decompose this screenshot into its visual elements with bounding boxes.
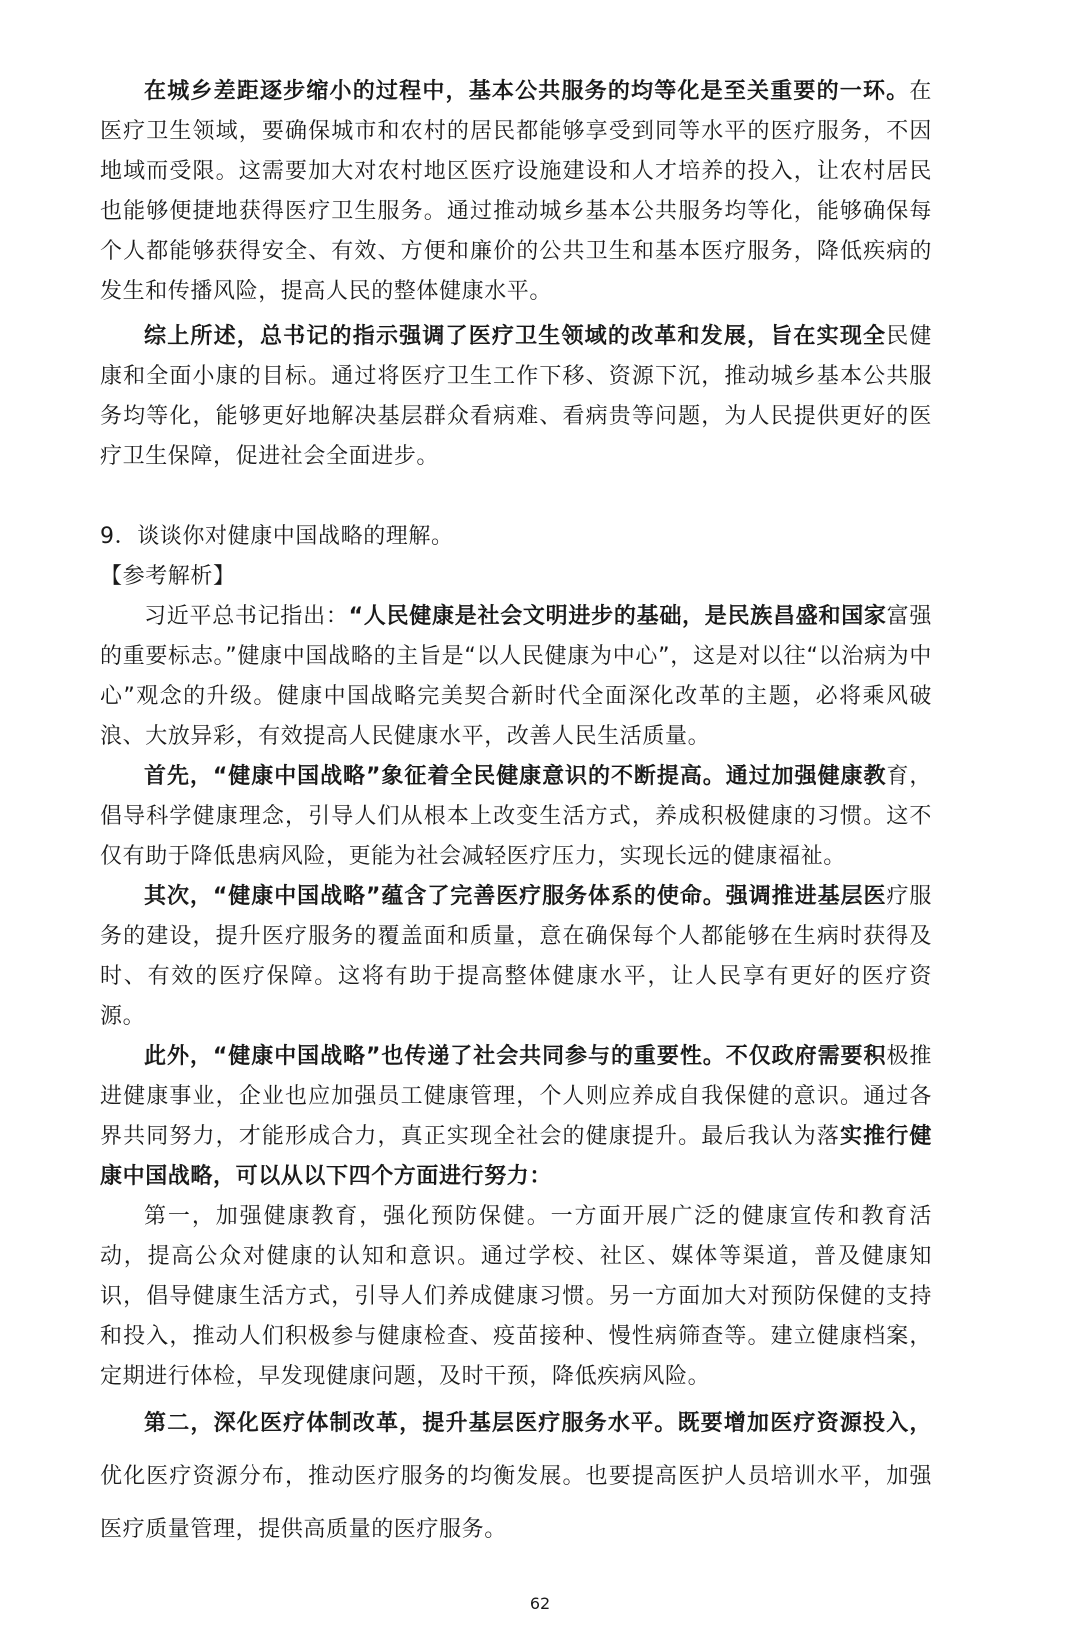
page-number: 62	[529, 1594, 551, 1613]
paragraph-5-bold: 其次，“健康中国战略”蕴含了完善医疗服务体系的使命。强调推进基层医	[144, 884, 887, 909]
paragraph-2-bold: 综上所述，总书记的指示强调了医疗卫生领域的改革和发展，旨在实现全	[144, 324, 887, 349]
paragraph-1	[100, 72, 932, 312]
paragraph-4-bold: 首先，“健康中国战略”象征着全民健康意识的不断提高。通过加强健康教	[144, 764, 887, 789]
paragraph-8-text: 优化医疗资源分布，推动医疗服务的均衡发展。也要提高医护人员培训水平，加强医疗质量管理，提供高质量的医疗服务。	[100, 1464, 932, 1542]
paragraph-3	[100, 597, 932, 757]
paragraph-5	[100, 877, 932, 1037]
paragraph-8	[100, 1397, 932, 1556]
paragraph-6-text: 极推进健康事业，企业也应加强员工健康管理，个人则应养成自我保健的意识。通过各界共同努力，才能形成合力，真正实现全社会的健康提升。最后我认为落	[100, 1044, 932, 1149]
paragraph-3-text: 富强的重要标志。”健康中国战略的主旨是“以人民健康为中心”，这是对以往“以治病为中心”观念的升级。健康中国战略完美契合新时代全面深化改革的主题，必将乘风破浪、大放异彩，有效提高人民健康水平，改善人民生活质量。	[100, 604, 933, 749]
document-body	[100, 72, 932, 1556]
paragraph-6	[100, 1037, 932, 1197]
paragraph-3-bold: “人民健康是社会文明进步的基础，是民族昌盛和国家	[348, 604, 887, 629]
question-heading: 9．谈谈你对健康中国战略的理解。	[100, 524, 454, 549]
paragraph-1-text: 在医疗卫生领域，要确保城市和农村的居民都能够享受到同等水平的医疗服务，不因地域而受限。这需要加大对农村地区医疗设施建设和人才培养的投入，让农村居民也能够便捷地获得医疗卫生服务。通过推动城乡基本公共服务均等化，能够确保每个人都能够获得安全、有效、方便和廉价的公共卫生和基本医疗服务，降低疾病的发生和传播风险，提高人民的整体健康水平。	[100, 79, 932, 304]
paragraph-4-text: 育，倡导科学健康理念，引导人们从根本上改变生活方式，养成积极健康的习惯。这不仅有助于降低患病风险，更能为社会减轻医疗压力，实现长远的健康福祉。	[100, 764, 932, 869]
reference-label: 【参考解析】	[100, 564, 236, 589]
paragraph-6-bold: 此外，“健康中国战略”也传递了社会共同参与的重要性。不仅政府需要积	[144, 1044, 887, 1069]
paragraph-2-text: 民健康和全面小康的目标。通过将医疗卫生工作下移、资源下沉，推动城乡基本公共服务均等化，能够更好地解决基层群众看病难、看病贵等问题，为人民提供更好的医疗卫生保障，促进社会全面进步。	[100, 324, 932, 469]
paragraph-2	[100, 317, 932, 477]
paragraph-7	[100, 1197, 932, 1397]
paragraph-4	[100, 757, 932, 877]
paragraph-6-bold-2: 实推行健康中国战略，可以从以下四个方面进行努力：	[100, 1124, 933, 1189]
paragraph-5-text: 疗服务的建设，提升医疗服务的覆盖面和质量，意在确保每个人都能够在生病时获得及时、有效的医疗保障。这将有助于提高整体健康水平，让人民享有更好的医疗资源。	[100, 884, 932, 1029]
paragraph-8-bold: 第二，深化医疗体制改革，提升基层医疗服务水平。既要增加医疗资源投入，	[144, 1411, 932, 1436]
paragraph-3-lead: 习近平总书记指出：	[144, 604, 349, 629]
paragraph-7-text: 第一，加强健康教育，强化预防保健。一方面开展广泛的健康宣传和教育活动，提高公众对健康的认知和意识。通过学校、社区、媒体等渠道，普及健康知识，倡导健康生活方式，引导人们养成健康习惯。另一方面加大对预防保健的支持和投入，推动人们积极参与健康检查、疫苗接种、慢性病筛查等。建立健康档案，定期进行体检，早发现健康问题，及时干预，降低疾病风险。	[100, 1204, 932, 1389]
paragraph-1-bold: 在城乡差距逐步缩小的过程中，基本公共服务的均等化是至关重要的一环。	[144, 79, 910, 104]
